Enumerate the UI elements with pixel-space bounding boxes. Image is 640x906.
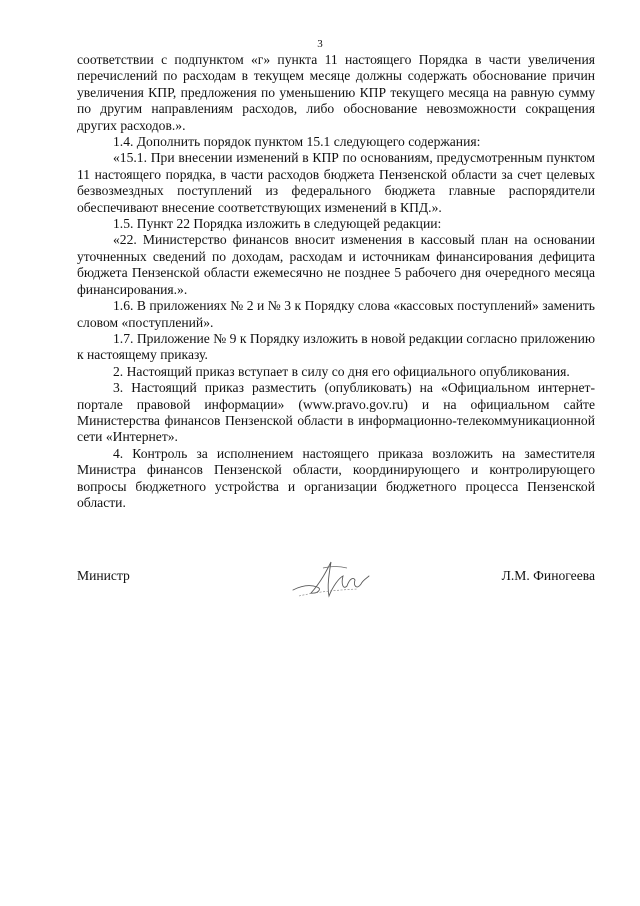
paragraph-1-7: 1.7. Приложение № 9 к Порядку изложить в новой редакции согласно приложению к настоящему приказу. <box>77 330 595 363</box>
paragraph-15-1: «15.1. При внесении изменений в КПР по основаниям, предусмотренным пунктом 11 настоящего порядка, в части расходов бюджета Пензенской области за счет целевых безвозмездных поступлений из федерального бюджета главные распорядители обеспечивают внесение соответствующих изменений в КПД.». <box>77 150 595 215</box>
paragraph-3: 3. Настоящий приказ разместить (опубликовать) на «Официальном интернет-портале правовой информации» (www.pravo.gov.ru) и на официальном сайте Министерства финансов Пензенской области в информационно-телекоммуникационной сети «Интернет». <box>77 380 595 445</box>
paragraph-2: 2. Настоящий приказ вступает в силу со дня его официального опубликования. <box>113 363 570 379</box>
paragraph-1-6: 1.6. В приложениях № 2 и № 3 к Порядку слова «кассовых поступлений» заменить словом «поступлений». <box>77 298 595 330</box>
document-body <box>77 52 595 511</box>
paragraph-22: «22. Министерство финансов вносит изменения в кассовый план на основании уточненных сведений по доходам, расходам и источникам финансирования дефицита бюджета Пензенской области ежемесячно не позднее 5 рабочего дня очередного месяца финансирования.». <box>77 232 595 297</box>
handwritten-signature <box>287 556 373 606</box>
paragraph-4: 4. Контроль за исполнением настоящего приказа возложить на заместителя Министра финансов Пензенской области, координирующего и контролирующего вопросы бюджетного устройства и организации бюджетного процесса Пензенской области. <box>77 445 595 510</box>
signature-block <box>77 568 595 628</box>
page-number: 3 <box>317 38 323 50</box>
signer-name: Л.М. Финогеева <box>501 568 595 583</box>
signer-title: Министр <box>77 568 130 583</box>
paragraph-1-5: 1.5. Пункт 22 Порядка изложить в следующей редакции: <box>113 216 442 232</box>
paragraph-1-4: 1.4. Дополнить порядок пунктом 15.1 следующего содержания: <box>113 134 481 150</box>
paragraph-continuation: соответствии с подпунктом «г» пункта 11 настоящего Порядка в части увеличения перечислений по расходам в текущем месяце должны содержать обоснование причин увеличения КПР, предложения по уменьшению КПР текущего месяца на равную сумму по другим направлениям расходов, либо обоснование невозможности сокращения других расходов.». <box>77 52 595 133</box>
